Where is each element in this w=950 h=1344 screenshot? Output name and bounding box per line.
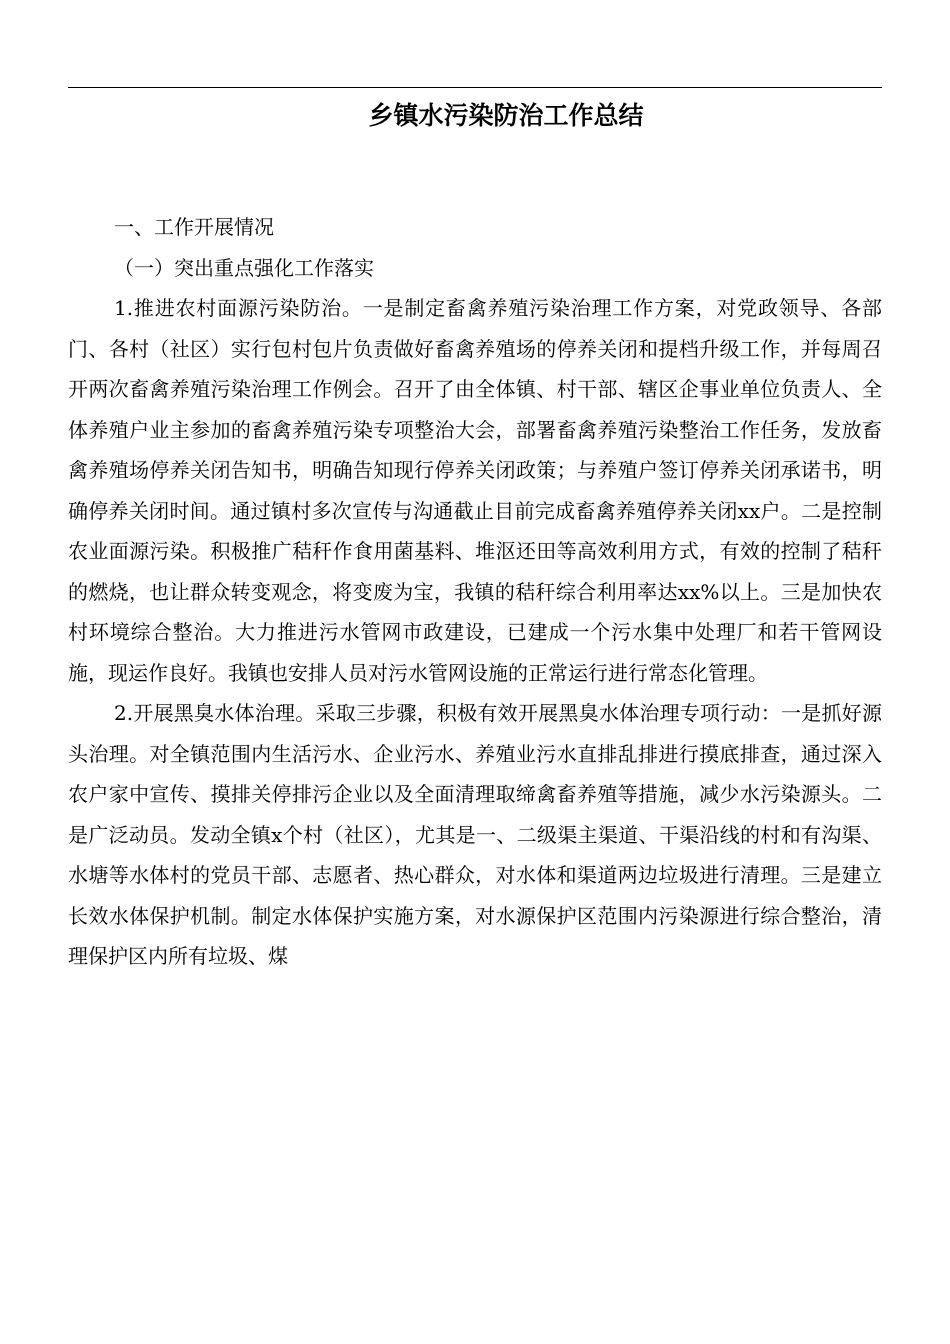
document-title: 乡镇水污染防治工作总结	[368, 101, 644, 130]
header-rule	[68, 87, 882, 88]
document-body	[68, 207, 882, 977]
section-heading: 一、工作开展情况	[114, 215, 274, 239]
paragraph-rural-pollution: 1.推进农村面源污染防治。一是制定畜禽养殖污染治理工作方案，对党政领导、各部门、各村（社区）实行包村包片负责做好畜禽养殖场的停养关闭和提档升级工作，并每周召开两次畜禽养殖污染治理工作例会。召开了由全体镇、村干部、辖区企事业单位负责人、全体养殖户业主参加的畜禽养殖污染专项整治大会，部署畜禽养殖污染整治工作任务，发放畜禽养殖场停养关闭告知书，明确告知现行停养关闭政策；与养殖户签订停养关闭承诺书，明确停养关闭时间。通过镇村多次宣传与沟通截止目前完成畜禽养殖停养关闭xx户。二是控制农业面源污染。积极推广秸秆作食用菌基料、堆沤还田等高效利用方式，有效的控制了秸秆的燃烧，也让群众转变观念，将变废为宝，我镇的秸秆综合利用率达xx%以上。三是加快农村环境综合整治。大力推进污水管网市政建设，已建成一个污水集中处理厂和若干管网设施，现运作良好。我镇也安排人员对污水管网设施的正常运行进行常态化管理。	[68, 296, 882, 685]
subsection-heading: （一）突出重点强化工作落实	[114, 255, 374, 280]
paragraph-black-odorous-water: 2.开展黑臭水体治理。采取三步骤，积极有效开展黑臭水体治理专项行动：一是抓好源头治理。对全镇范围内生活污水、企业污水、养殖业污水直排乱排进行摸底排查，通过深入农户家中宣传、摸排关停排污企业以及全面清理取缔禽畜养殖等措施，减少水污染源头。二是广泛动员。发动全镇x个村（社区），尤其是一、二级渠主渠道、干渠沿线的村和有沟渠、水塘等水体村的党员干部、志愿者、热心群众，对水体和渠道两边垃圾进行清理。三是建立长效水体保护机制。制定水体保护实施方案，对水源保护区范围内污染源进行综合整治，清理保护区内所有垃圾、煤	[68, 701, 882, 968]
